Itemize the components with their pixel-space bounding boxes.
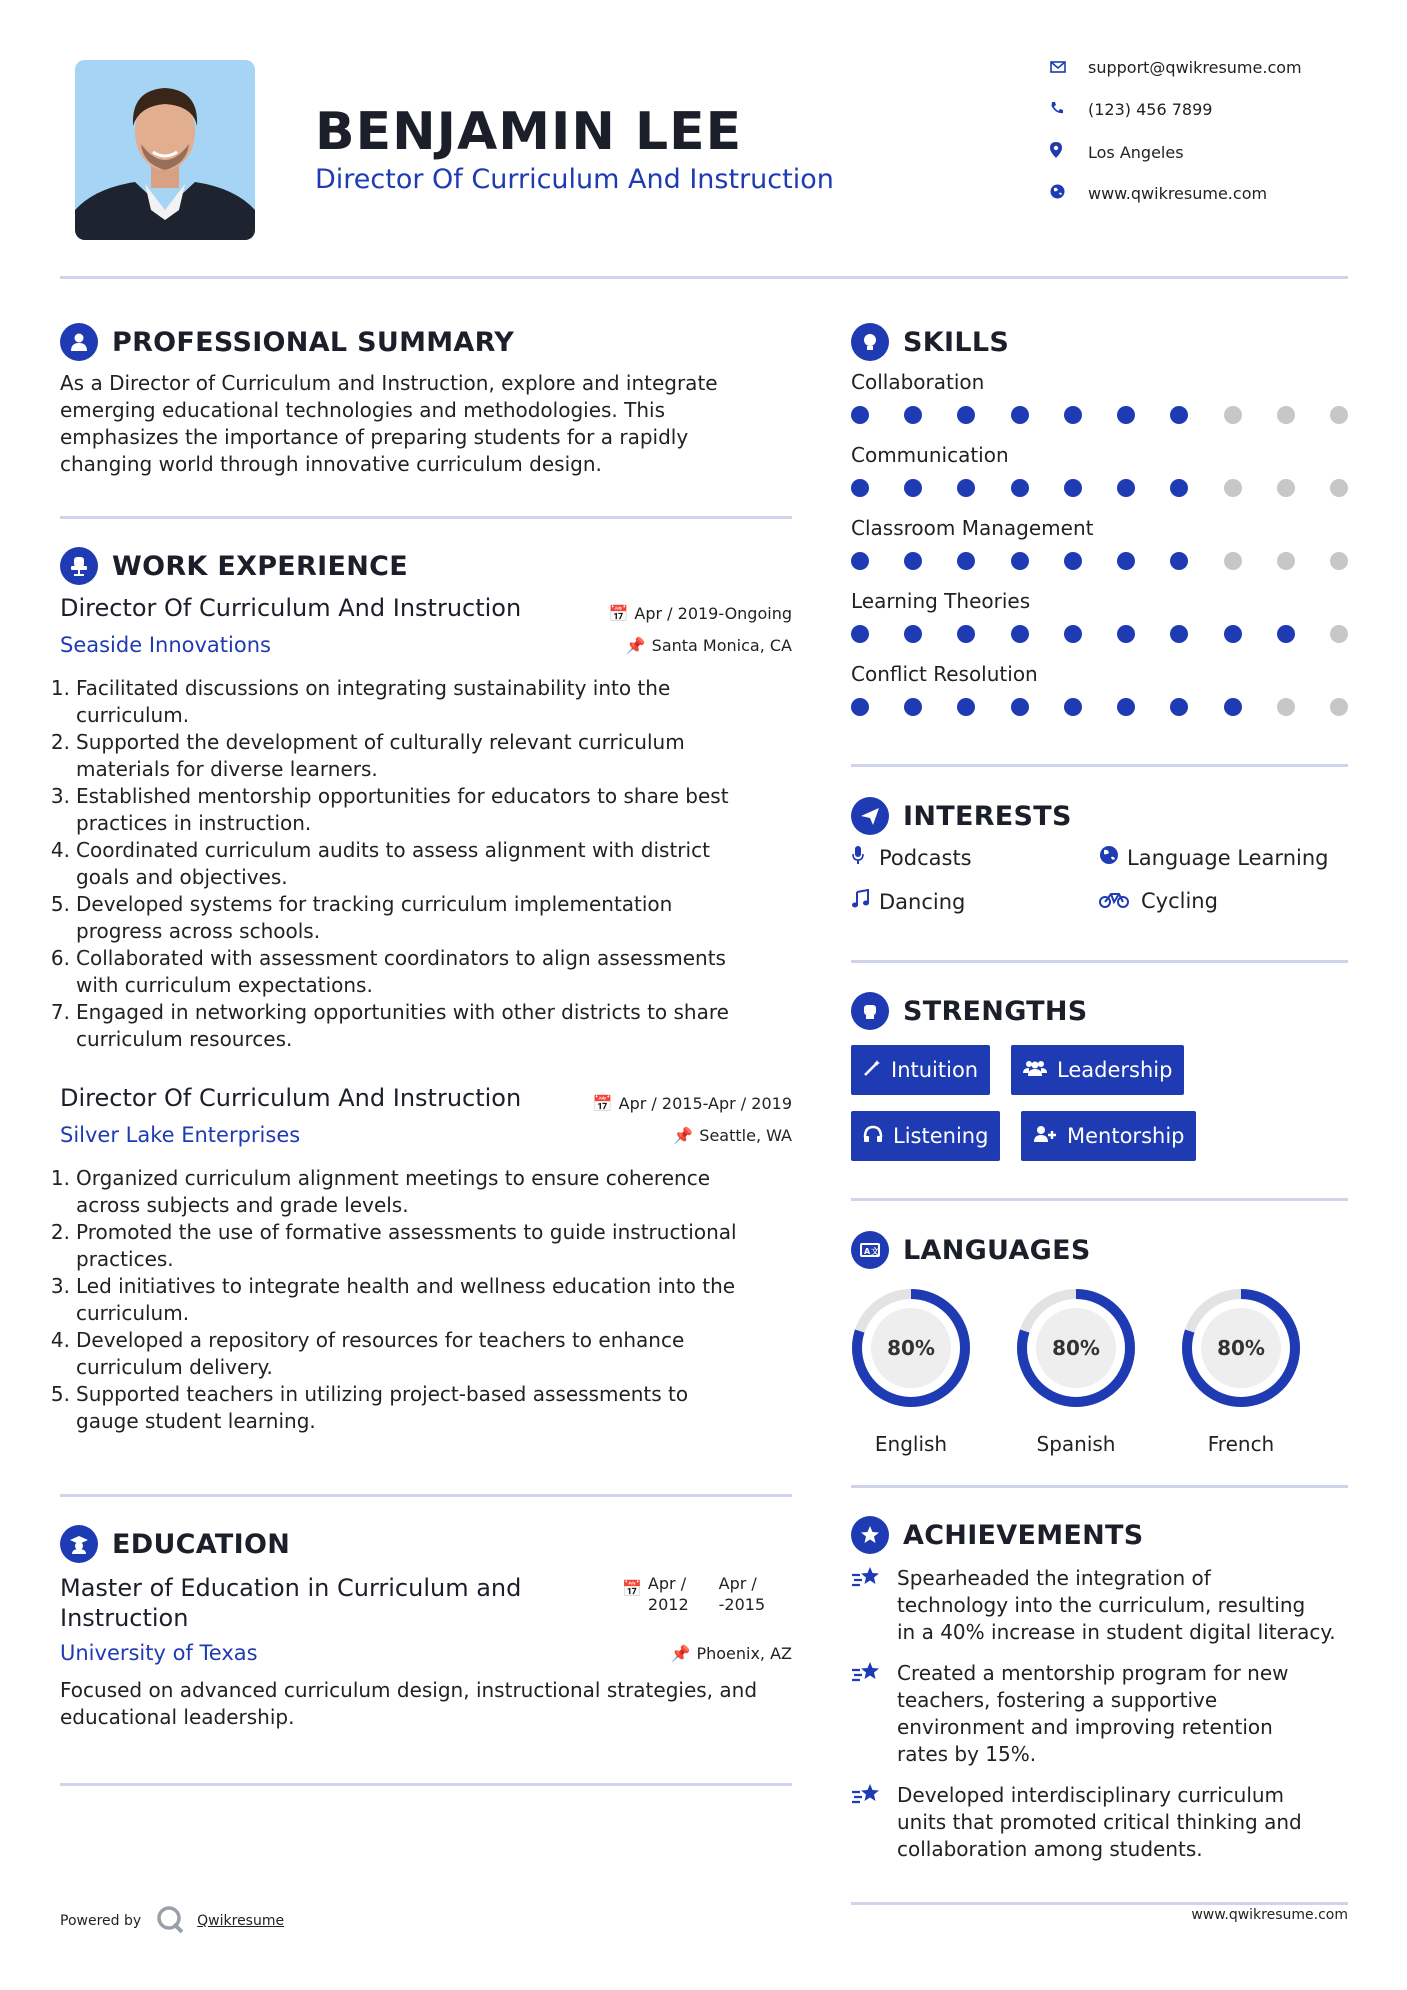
- duty-number: 3.: [50, 1274, 70, 1298]
- job-2-list: [50, 1165, 810, 1435]
- education-desc: [60, 1677, 800, 1731]
- language-icon: [851, 1231, 889, 1269]
- languages-heading: [851, 1231, 1091, 1269]
- duty-text: [76, 1381, 688, 1435]
- duty-number: 6.: [50, 946, 70, 970]
- duty-number: 1.: [50, 676, 70, 700]
- duty-text: [76, 999, 729, 1053]
- rating-dot-filled: [904, 552, 922, 570]
- briefcase-chair-icon: [60, 547, 98, 585]
- rating-dot-filled: [851, 698, 869, 716]
- job-2-dates: [560, 1094, 792, 1113]
- duty-text: [76, 783, 729, 837]
- duty-text: [76, 1219, 737, 1273]
- skills-title: SKILLS: [903, 326, 1010, 358]
- duty-line: curriculum.: [76, 703, 190, 727]
- location-text: Los Angeles: [1088, 142, 1184, 162]
- duty-line: curriculum resources.: [76, 1027, 293, 1051]
- language-item: [1171, 1278, 1311, 1456]
- job-2-dates-text: Apr / 2015-Apr / 2019: [618, 1094, 792, 1113]
- duty-item: [50, 675, 810, 729]
- pushpin-icon: 📌: [673, 1126, 694, 1145]
- magic-wand-icon: [863, 1058, 881, 1082]
- duty-item: [50, 783, 810, 837]
- skills-heading: [851, 323, 1009, 361]
- achievement-item: [851, 1565, 1351, 1646]
- duty-text: [76, 837, 710, 891]
- languages-divider: [851, 1485, 1348, 1488]
- summary-line: emphasizes the importance of preparing students for a rapidly: [60, 425, 689, 449]
- rating-dot-filled: [1064, 625, 1082, 643]
- education-desc-line: Focused on advanced curriculum design, instructional strategies, and: [60, 1678, 758, 1702]
- school-name: University of Texas: [60, 1641, 258, 1665]
- duty-item: [50, 999, 810, 1053]
- interest-item: [1099, 845, 1328, 870]
- brand-link[interactable]: Qwikresume: [197, 1913, 285, 1929]
- job-1-company: Seaside Innovations: [60, 633, 271, 657]
- duty-text: [76, 729, 685, 783]
- rating-dot-empty: [1277, 698, 1295, 716]
- duty-number: 3.: [50, 784, 70, 808]
- rating-dot-empty: [1330, 552, 1348, 570]
- rating-dot-filled: [1170, 625, 1188, 643]
- achievements-list: [851, 1565, 1351, 1877]
- skill-row: [851, 589, 1348, 662]
- rating-dot-filled: [851, 479, 869, 497]
- duty-line: Developed systems for tracking curriculum implementation: [76, 892, 673, 916]
- skill-label: Classroom Management: [851, 516, 1094, 540]
- summary-heading: [60, 323, 514, 361]
- achievements-divider: [851, 1902, 1348, 1905]
- strengths-divider: [851, 1198, 1348, 1201]
- duty-number: 2.: [50, 730, 70, 754]
- interest-item: [851, 889, 965, 914]
- education-desc-line: educational leadership.: [60, 1705, 295, 1729]
- calendar-icon: 📅: [592, 1094, 613, 1113]
- paper-plane-icon: [851, 797, 889, 835]
- achievement-text: [897, 1565, 1336, 1646]
- rating-dot-filled: [1011, 479, 1029, 497]
- summary-divider: [60, 516, 792, 519]
- duty-text: [76, 1327, 684, 1381]
- language-ring: [1171, 1278, 1311, 1418]
- duty-number: 1.: [50, 1166, 70, 1190]
- edu-end-b: -2015: [718, 1595, 766, 1614]
- pushpin-icon: 📌: [670, 1644, 691, 1663]
- strength-tag: [1021, 1111, 1196, 1161]
- rating-dot-filled: [851, 406, 869, 424]
- interest-label: Podcasts: [879, 845, 972, 870]
- duty-number: 4.: [50, 1328, 70, 1352]
- achievement-line: Developed interdisciplinary curriculum: [897, 1783, 1285, 1807]
- achievement-item: [851, 1782, 1351, 1863]
- calendar-icon: 📅: [608, 604, 629, 623]
- calendar-icon: 📅: [622, 1579, 642, 1598]
- achievements-title: ACHIEVEMENTS: [903, 1519, 1144, 1551]
- edu-start: [648, 1573, 689, 1615]
- interests-divider: [851, 960, 1348, 963]
- summary-line: emerging educational technologies and methodologies. This: [60, 398, 666, 422]
- language-name: French: [1207, 1432, 1275, 1456]
- rating-dot-empty: [1224, 406, 1242, 424]
- skill-rating: [851, 698, 1348, 716]
- rating-dot-filled: [1117, 552, 1135, 570]
- duty-item: [50, 945, 810, 999]
- degree-title: [60, 1573, 521, 1633]
- svg-text:A: A: [864, 1247, 871, 1256]
- rating-dot-filled: [957, 479, 975, 497]
- language-ring: [841, 1278, 981, 1418]
- rating-dot-filled: [1117, 625, 1135, 643]
- microphone-icon: [851, 845, 879, 870]
- duty-item: [50, 1273, 810, 1327]
- achievement-item: [851, 1660, 1351, 1768]
- rating-dot-filled: [1117, 406, 1135, 424]
- duty-line: progress across schools.: [76, 919, 321, 943]
- language-item: [1006, 1278, 1146, 1456]
- edu-end-a: Apr /: [718, 1574, 757, 1593]
- skill-label: Conflict Resolution: [851, 662, 1038, 686]
- duty-number: 5.: [50, 1382, 70, 1406]
- duty-item: [50, 1381, 810, 1435]
- work-divider: [60, 1494, 792, 1497]
- skill-label: Collaboration: [851, 370, 985, 394]
- rating-dot-filled: [1011, 406, 1029, 424]
- summary-title: PROFESSIONAL SUMMARY: [112, 326, 515, 358]
- interest-item: [1099, 889, 1218, 913]
- skill-row: [851, 443, 1348, 516]
- strength-tag: [851, 1045, 990, 1095]
- duty-line: curriculum delivery.: [76, 1355, 273, 1379]
- svg-text:文: 文: [871, 1247, 879, 1256]
- language-percent: 80%: [887, 1336, 935, 1360]
- map-pin-icon: [1050, 142, 1088, 162]
- duty-line: Coordinated curriculum audits to assess alignment with district: [76, 838, 710, 862]
- profile-photo: [75, 60, 255, 240]
- rating-dot-filled: [1064, 698, 1082, 716]
- education-dates: [622, 1573, 765, 1615]
- edu-start-b: 2012: [647, 1595, 689, 1614]
- rating-dot-filled: [1224, 698, 1242, 716]
- language-item: [841, 1278, 981, 1456]
- strength-tag: [851, 1111, 1000, 1161]
- summary-line: As a Director of Curriculum and Instruction, explore and integrate: [60, 371, 718, 395]
- rating-dot-filled: [904, 479, 922, 497]
- interest-label: Language Learning: [1127, 845, 1329, 870]
- duty-text: [76, 891, 672, 945]
- duty-item: [50, 1219, 810, 1273]
- rating-dot-filled: [1277, 625, 1295, 643]
- rating-dot-filled: [1170, 479, 1188, 497]
- edu-start-a: Apr /: [647, 1574, 687, 1593]
- powered-by-text: Powered by: [60, 1913, 142, 1929]
- interests-heading: [851, 797, 1072, 835]
- rating-dot-filled: [1064, 552, 1082, 570]
- duty-line: Organized curriculum alignment meetings to ensure coherence: [76, 1166, 710, 1190]
- globe-icon: [1050, 184, 1088, 203]
- job-2-title: Director Of Curriculum And Instruction: [60, 1084, 522, 1112]
- rating-dot-filled: [957, 698, 975, 716]
- rating-dot-filled: [1011, 552, 1029, 570]
- star-badge-icon: [851, 1516, 889, 1554]
- rating-dot-filled: [1117, 698, 1135, 716]
- achievement-text: [897, 1660, 1289, 1768]
- summary-line: changing world through innovative curriculum design.: [60, 452, 602, 476]
- duty-text: [76, 945, 726, 999]
- languages-rings: [841, 1278, 1361, 1456]
- duty-line: with curriculum expectations.: [76, 973, 373, 997]
- job-2-location-text: Seattle, WA: [699, 1126, 792, 1145]
- duty-line: Collaborated with assessment coordinators to align assessments: [76, 946, 726, 970]
- rating-dot-filled: [904, 406, 922, 424]
- duty-number: 2.: [50, 1220, 70, 1244]
- achievement-line: collaboration among students.: [897, 1837, 1203, 1861]
- candidate-title: Director Of Curriculum And Instruction: [315, 164, 834, 195]
- job-2-company: Silver Lake Enterprises: [60, 1123, 301, 1147]
- language-percent: 80%: [1217, 1336, 1265, 1360]
- skills-list: [851, 370, 1348, 735]
- rating-dot-empty: [1277, 406, 1295, 424]
- user-icon: [60, 323, 98, 361]
- skills-divider: [851, 764, 1348, 767]
- duty-line: Supported teachers in utilizing project-based assessments to: [76, 1382, 689, 1406]
- rating-dot-empty: [1330, 625, 1348, 643]
- rating-dot-empty: [1330, 406, 1348, 424]
- duty-line: across subjects and grade levels.: [76, 1193, 409, 1217]
- strengths-heading: [851, 992, 1088, 1030]
- skill-rating: [851, 479, 1348, 497]
- job-2-location: [560, 1126, 792, 1145]
- phone-text: (123) 456 7899: [1088, 100, 1213, 119]
- footer-left: [60, 1904, 284, 1938]
- edu-end: [719, 1573, 766, 1615]
- skill-row: [851, 516, 1348, 589]
- contact-location: [1050, 142, 1350, 162]
- duty-line: gauge student learning.: [76, 1409, 316, 1433]
- duty-line: Supported the development of culturally relevant curriculum: [76, 730, 685, 754]
- skill-label: Learning Theories: [851, 589, 1031, 613]
- duty-line: practices.: [76, 1247, 174, 1271]
- lightbulb-icon: [851, 323, 889, 361]
- pushpin-icon: 📌: [625, 636, 646, 655]
- achievement-text: [897, 1782, 1302, 1863]
- duty-line: Facilitated discussions on integrating sustainability into the: [76, 676, 671, 700]
- language-name: English: [874, 1432, 948, 1456]
- rating-dot-filled: [851, 552, 869, 570]
- achievement-line: in a 40% increase in student digital literacy.: [897, 1620, 1336, 1644]
- work-heading: [60, 547, 408, 585]
- rating-dot-filled: [851, 625, 869, 643]
- rating-dot-filled: [1117, 479, 1135, 497]
- duty-number: 5.: [50, 892, 70, 916]
- rating-dot-empty: [1277, 479, 1295, 497]
- achievement-line: rates by 15%.: [897, 1742, 1037, 1766]
- rating-dot-filled: [1170, 698, 1188, 716]
- user-plus-icon: [1033, 1124, 1057, 1148]
- skill-rating: [851, 406, 1348, 424]
- rating-dot-filled: [1170, 552, 1188, 570]
- language-name: Spanish: [1036, 1432, 1116, 1456]
- globe-icon: [1099, 845, 1127, 870]
- duty-item: [50, 1327, 810, 1381]
- strength-label: Mentorship: [1067, 1124, 1185, 1148]
- duty-item: [50, 729, 810, 783]
- job-1-dates-text: Apr / 2019-Ongoing: [634, 604, 792, 623]
- rating-dot-filled: [957, 552, 975, 570]
- work-title: WORK EXPERIENCE: [112, 550, 408, 582]
- contact-email[interactable]: [1050, 58, 1350, 77]
- duty-text: [76, 1165, 710, 1219]
- duty-line: Developed a repository of resources for teachers to enhance: [76, 1328, 685, 1352]
- education-divider: [60, 1783, 792, 1786]
- interest-label: Dancing: [879, 889, 966, 914]
- languages-title: LANGUAGES: [903, 1234, 1091, 1266]
- contact-website[interactable]: [1050, 184, 1350, 203]
- email-text: support@qwikresume.com: [1088, 58, 1302, 77]
- strength-label: Listening: [893, 1124, 989, 1148]
- education-heading: [60, 1525, 290, 1563]
- duty-line: Engaged in networking opportunities with other districts to share: [76, 1000, 729, 1024]
- achievement-line: units that promoted critical thinking and: [897, 1810, 1302, 1834]
- duty-line: practices in instruction.: [76, 811, 312, 835]
- graduate-icon: [60, 1525, 98, 1563]
- rating-dot-filled: [1011, 698, 1029, 716]
- duty-line: goals and objectives.: [76, 865, 288, 889]
- shooting-star-icon: [851, 1660, 897, 1768]
- users-icon: [1023, 1058, 1047, 1082]
- duty-text: [76, 1273, 735, 1327]
- skill-rating: [851, 625, 1348, 643]
- education-title: EDUCATION: [112, 1528, 291, 1560]
- skill-row: [851, 370, 1348, 443]
- skill-row: [851, 662, 1348, 735]
- rating-dot-empty: [1224, 479, 1242, 497]
- strengths-title: STRENGTHS: [903, 995, 1088, 1027]
- website-text: www.qwikresume.com: [1088, 184, 1268, 203]
- rating-dot-filled: [1011, 625, 1029, 643]
- duty-number: 4.: [50, 838, 70, 862]
- candidate-name: BENJAMIN LEE: [315, 102, 743, 162]
- job-1-location-text: Santa Monica, CA: [651, 636, 792, 655]
- duty-line: Led initiatives to integrate health and wellness education into the: [76, 1274, 736, 1298]
- language-ring: [1006, 1278, 1146, 1418]
- shooting-star-icon: [851, 1565, 897, 1646]
- duty-line: Promoted the use of formative assessments to guide instructional: [76, 1220, 737, 1244]
- education-location: [560, 1644, 792, 1663]
- achievement-line: environment and improving retention: [897, 1715, 1273, 1739]
- achievements-heading: [851, 1516, 1144, 1554]
- summary-text: [60, 370, 800, 478]
- contact-phone[interactable]: [1050, 100, 1350, 119]
- rating-dot-filled: [957, 625, 975, 643]
- interest-item: [851, 845, 972, 870]
- degree-line: Instruction: [60, 1604, 189, 1632]
- duty-number: 7.: [50, 1000, 70, 1024]
- rating-dot-filled: [904, 625, 922, 643]
- strength-tag: [1011, 1045, 1184, 1095]
- headphones-icon: [863, 1124, 883, 1148]
- qwikresume-logo-icon: [155, 1904, 185, 1938]
- achievement-line: Spearheaded the integration of: [897, 1566, 1211, 1590]
- footer-site[interactable]: www.qwikresume.com: [1191, 1907, 1348, 1923]
- language-percent: 80%: [1052, 1336, 1100, 1360]
- duty-item: [50, 1165, 810, 1219]
- duty-line: Established mentorship opportunities for educators to share best: [76, 784, 729, 808]
- rating-dot-filled: [1224, 625, 1242, 643]
- job-1-title: Director Of Curriculum And Instruction: [60, 594, 522, 622]
- achievement-line: technology into the curriculum, resulting: [897, 1593, 1306, 1617]
- envelope-icon: [1050, 58, 1088, 77]
- rating-dot-filled: [1064, 406, 1082, 424]
- shooting-star-icon: [851, 1782, 897, 1863]
- duty-item: [50, 891, 810, 945]
- rating-dot-filled: [1170, 406, 1188, 424]
- fist-icon: [851, 992, 889, 1030]
- rating-dot-filled: [957, 406, 975, 424]
- interest-label: Cycling: [1141, 889, 1218, 913]
- degree-line: Master of Education in Curriculum and: [60, 1574, 522, 1602]
- duty-line: curriculum.: [76, 1301, 190, 1325]
- strength-label: Intuition: [891, 1058, 979, 1082]
- job-1-list: [50, 675, 810, 1053]
- bicycle-icon: [1099, 889, 1141, 913]
- strength-label: Leadership: [1057, 1058, 1173, 1082]
- duty-line: materials for diverse learners.: [76, 757, 378, 781]
- achievement-line: Created a mentorship program for new: [897, 1661, 1289, 1685]
- rating-dot-empty: [1277, 552, 1295, 570]
- achievement-line: teachers, fostering a supportive: [897, 1688, 1218, 1712]
- rating-dot-filled: [904, 698, 922, 716]
- skill-label: Communication: [851, 443, 1009, 467]
- duty-item: [50, 837, 810, 891]
- rating-dot-empty: [1224, 552, 1242, 570]
- rating-dot-empty: [1330, 698, 1348, 716]
- job-1-dates: [560, 604, 792, 623]
- music-note-icon: [851, 889, 879, 914]
- duty-text: [76, 675, 670, 729]
- rating-dot-empty: [1330, 479, 1348, 497]
- skill-rating: [851, 552, 1348, 570]
- rating-dot-filled: [1064, 479, 1082, 497]
- education-location-text: Phoenix, AZ: [696, 1644, 792, 1663]
- header-divider: [60, 276, 1348, 279]
- job-1-location: [560, 636, 792, 655]
- phone-icon: [1050, 100, 1088, 119]
- interests-title: INTERESTS: [903, 800, 1072, 832]
